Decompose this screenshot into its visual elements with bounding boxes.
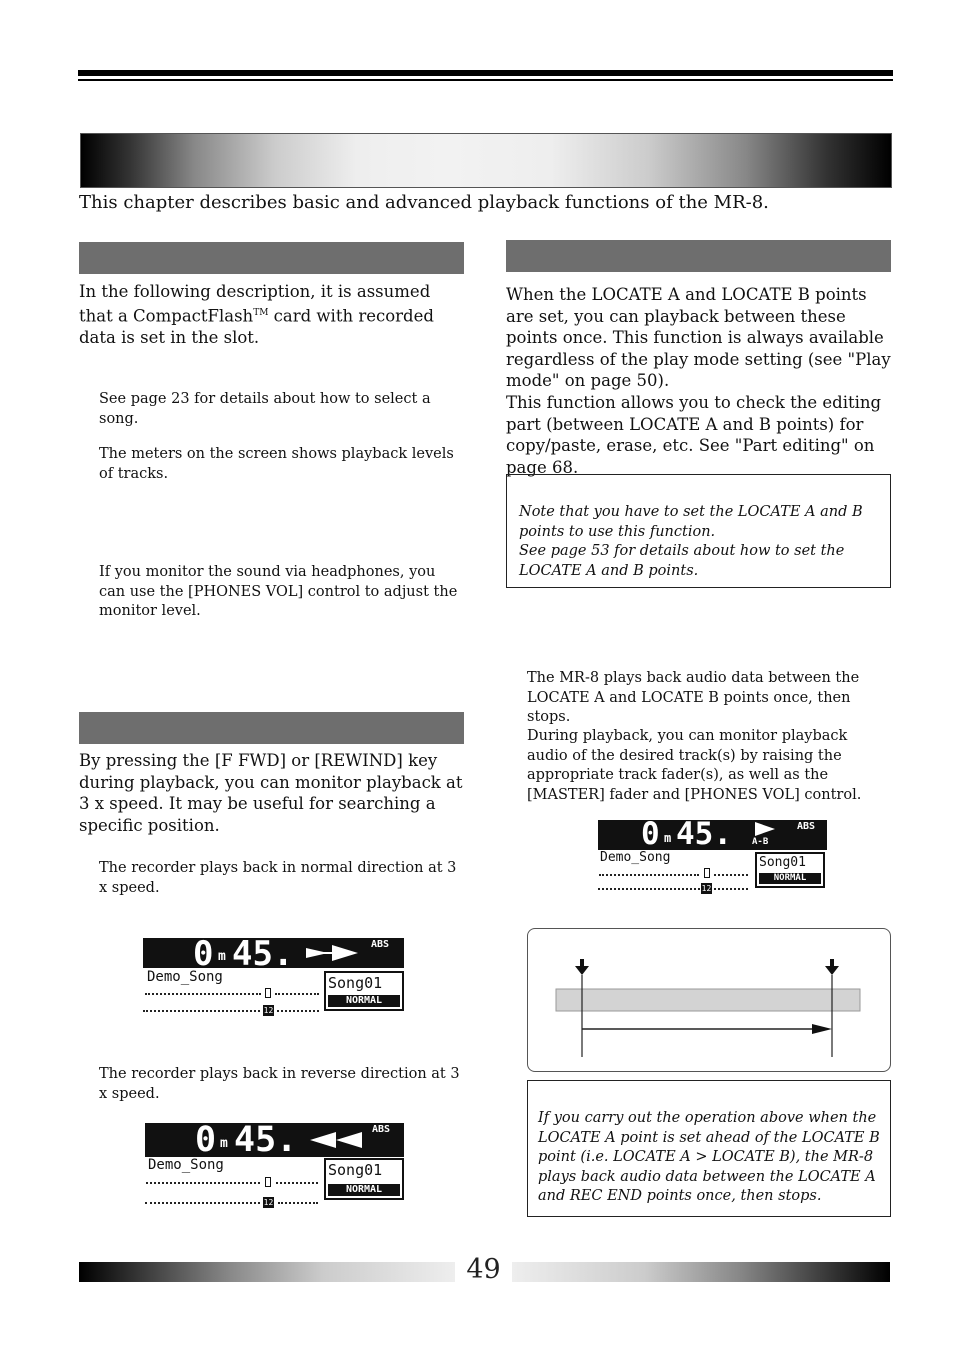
lcd-abs-label: ABS <box>371 939 390 950</box>
lcd-minute-unit: m <box>664 831 672 845</box>
section-heading-bar-basic-playback <box>79 242 464 274</box>
page-number: 49 <box>466 1254 501 1285</box>
lcd-track-number: 12 <box>263 1198 274 1207</box>
lcd-display-rewind <box>145 1120 404 1209</box>
lcd-minute-unit: m <box>220 1136 228 1151</box>
right-para-1: When the LOCATE A and LOCATE B points are set, you can playback between these points once. This function is always available regardless of the play mode setting (see "Play mode" on page 50). <box>506 285 891 390</box>
left-para-1 <box>79 281 464 348</box>
lcd-meter-dots <box>599 874 699 876</box>
note-box-locate <box>506 474 891 588</box>
lcd-meter-dots-2 <box>275 993 319 995</box>
lcd-header <box>598 816 827 852</box>
play-icon <box>755 822 777 836</box>
lcd-display-fast-forward <box>143 934 404 1015</box>
fast-forward-icon <box>306 944 362 962</box>
lcd-play-mode: NORMAL <box>328 1184 400 1196</box>
lcd-meter-tick <box>704 868 710 878</box>
lcd-meter-dots-4 <box>278 1202 318 1204</box>
top-rule-thin <box>78 79 893 81</box>
lcd-song-box-title: Song01 <box>759 855 806 870</box>
lcd-abs-label: ABS <box>797 821 816 832</box>
trademark: TM <box>253 307 269 318</box>
lcd-time-minutes: 0 <box>641 816 660 852</box>
lcd-song-name: Demo_Song <box>600 850 671 865</box>
left-para-1-b: card with recorded data is set in the slot. <box>79 306 434 347</box>
lcd-song-box <box>755 852 825 888</box>
lcd-meter-dots-2 <box>276 1182 318 1184</box>
lcd-song-box-title: Song01 <box>328 974 383 992</box>
lcd-meter-dots-4 <box>277 1010 319 1012</box>
lcd-time-seconds: 45. <box>676 816 732 852</box>
section-heading-bar-ab-playback <box>506 240 891 272</box>
section-heading-bar-ff-rew <box>79 712 464 744</box>
lcd-song-box <box>324 1158 404 1200</box>
left-para-1-a: In the following description, it is assumed that a CompactFlash <box>79 282 431 325</box>
lcd-meter-tick <box>265 1177 271 1187</box>
left-step-5: The recorder plays back in reverse direction at 3 x speed. <box>99 1066 460 1102</box>
lcd-meter-dots-2 <box>714 874 748 876</box>
lcd-meter-dots-3 <box>145 1202 260 1204</box>
left-step-2: The meters on the screen shows playback levels of tracks. <box>99 446 454 482</box>
note-box-locate-order <box>527 1080 891 1217</box>
playback-arrow-head <box>812 1024 832 1034</box>
lcd-play-mode: NORMAL <box>328 995 400 1007</box>
lcd-time-minutes: 0 <box>195 1120 217 1160</box>
lcd-track-number: 12 <box>701 884 712 893</box>
right-step-1: The MR-8 plays back audio data between the LOCATE A and LOCATE B points once, then stops. <box>527 670 860 725</box>
note-text-2: See page 53 for details about how to set the LOCATE A and B points. <box>519 543 845 579</box>
track-data-bar <box>556 989 860 1011</box>
ab-diagram-graphic <box>528 929 890 1071</box>
right-para-2: This function allows you to check the editing part (between LOCATE A and B points) for copy/paste, erase, etc. See "Part editing" on page 68. <box>506 393 882 477</box>
lcd-ab-label: A-B <box>752 837 769 847</box>
lcd-meter-dots-3 <box>598 888 700 890</box>
lcd-meter-dots-3 <box>143 1010 260 1012</box>
lcd-meter-dots <box>146 1182 260 1184</box>
left-step-3: If you monitor the sound via headphones, you can use the [PHONES VOL] control to adjust the monitor level. <box>99 564 458 619</box>
lcd-song-name: Demo_Song <box>148 1157 224 1173</box>
locate-a-marker-icon <box>575 959 589 975</box>
top-rule-thick <box>78 70 893 76</box>
locate-b-marker-icon <box>825 959 839 975</box>
lcd-meter-dots-4 <box>714 888 748 890</box>
lcd-abs-label: ABS <box>372 1124 391 1135</box>
lcd-time-seconds: 45. <box>232 934 294 974</box>
note-text-1: Note that you have to set the LOCATE A and B points to use this function. <box>519 504 863 540</box>
rewind-icon <box>310 1131 364 1149</box>
lcd-meter-tick <box>265 988 271 998</box>
lcd-song-name: Demo_Song <box>147 969 223 985</box>
left-step-4: The recorder plays back in normal direction at 3 x speed. <box>99 860 457 896</box>
left-step-1: See page 23 for details about how to select a song. <box>99 391 431 427</box>
lcd-header <box>143 934 404 974</box>
lcd-song-box-title: Song01 <box>328 1161 383 1179</box>
lcd-time-seconds: 45. <box>234 1120 298 1160</box>
lcd-play-mode: NORMAL <box>759 873 821 884</box>
lcd-song-box <box>324 971 404 1011</box>
left-para-2: By pressing the [F FWD] or [REWIND] key during playback, you can monitor playback at 3 x speed. It may be useful for searching a specific position. <box>79 751 463 835</box>
chapter-intro: This chapter describes basic and advanced playback functions of the MR-8. <box>79 192 769 213</box>
lcd-track-number: 12 <box>263 1006 274 1015</box>
chapter-banner <box>80 133 892 188</box>
lcd-display-ab <box>598 816 827 896</box>
lcd-time-minutes: 0 <box>193 934 214 974</box>
lcd-minute-unit: m <box>218 949 226 964</box>
note-text-3: If you carry out the operation above when the LOCATE A point is set ahead of the LOCATE B point (i.e. LOCATE A > LOCATE B), the MR-8 plays back audio data between the LOCATE A and REC END points once, then stops. <box>538 1110 880 1204</box>
footer-gradient-right <box>512 1262 890 1282</box>
lcd-header <box>145 1120 404 1160</box>
lcd-meter-dots <box>145 993 261 995</box>
footer-gradient-left <box>79 1262 455 1282</box>
ab-playback-diagram <box>527 928 891 1072</box>
right-step-2: During playback, you can monitor playback audio of the desired track(s) by raising the appropriate track fader(s), as well as the [MASTER] fader and [PHONES VOL] control. <box>527 728 862 803</box>
